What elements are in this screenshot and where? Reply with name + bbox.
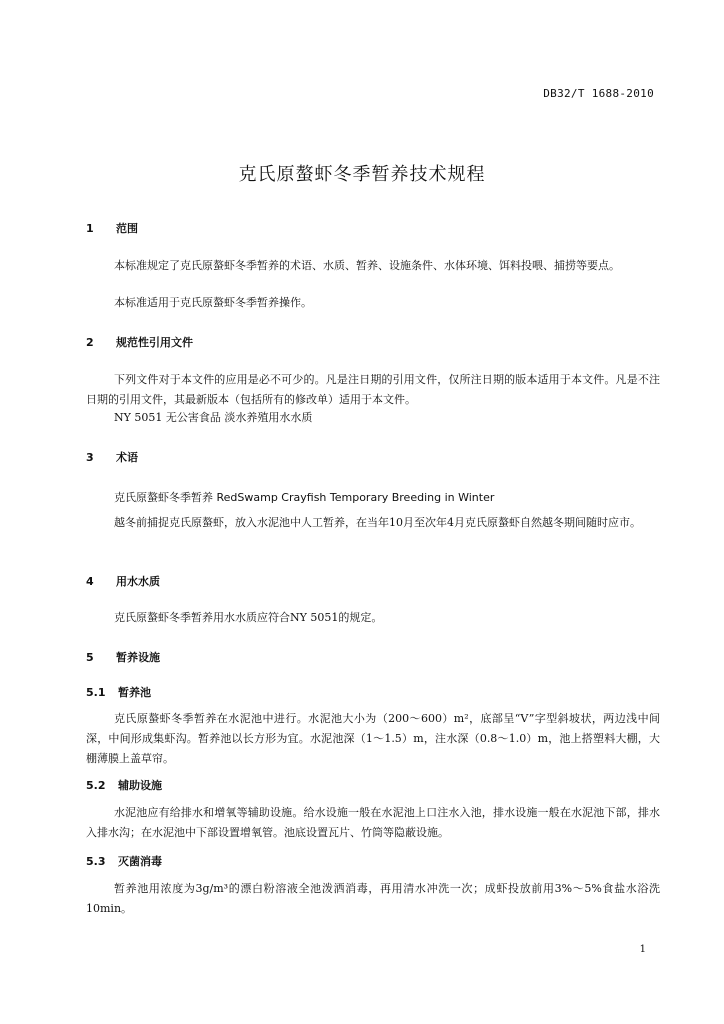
section-3-term: 克氏原螯虾冬季暂养 RedSwamp Crayfish Temporary Breeding in Winter [114, 491, 495, 504]
section-5-2-paragraph: 水泥池应有给排水和增氧等辅助设施。给水设施一般在水泥池上口注水入池，排水设施一般在水泥池下部，排水入排水沟；在水泥池中下部设置增氧管。池底设置瓦片、竹筒等隐蔽设施。 [86, 806, 660, 839]
section-5-2-number: 5.2 [86, 779, 106, 792]
section-1-title: 范围 [116, 222, 138, 235]
page-number: 1 [639, 944, 646, 955]
section-5-3-paragraph: 暂养池用浓度为3g/m³的漂白粉溶液全池泼洒消毒，再用清水冲洗一次；成虾投放前用3%～5%食盐水浴洗10min。 [86, 882, 660, 915]
section-4-title: 用水水质 [116, 575, 160, 588]
section-5-1-paragraph: 克氏原螯虾冬季暂养在水泥池中进行。水泥池大小为（200～600）m²，底部呈“V”字型斜坡状，两边浅中间深，中间形成集虾沟。暂养池以长方形为宜。水泥池深（1～1.5）m，注水深（0.8～1.0）m，池上搭塑料大棚，大棚薄膜上盖草帘。 [86, 712, 660, 765]
section-1-paragraph-2: 本标准适用于克氏原螯虾冬季暂养操作。 [114, 296, 312, 309]
section-2-title: 规范性引用文件 [116, 336, 193, 349]
section-2-number: 2 [86, 336, 94, 349]
section-2-heading [86, 334, 193, 350]
document-title: 克氏原螯虾冬季暂养技术规程 [238, 164, 486, 185]
section-5-1-heading [86, 684, 151, 700]
section-5-title: 暂养设施 [116, 651, 160, 664]
section-5-3-number: 5.3 [86, 855, 106, 868]
section-5-1-title: 暂养池 [118, 686, 151, 699]
section-1-paragraph-1: 本标准规定了克氏原螯虾冬季暂养的术语、水质、暂养、设施条件、水体环境、饵料投喂、捕捞等要点。 [114, 259, 620, 272]
section-2-paragraph-1: 下列文件对于本文件的应用是必不可少的。凡是注日期的引用文件，仅所注日期的版本适用于本文件。凡是不注日期的引用文件，其最新版本（包括所有的修改单）适用于本文件。 [86, 373, 660, 406]
section-5-3-title: 灭菌消毒 [118, 855, 162, 868]
section-1-number: 1 [86, 222, 94, 235]
section-3-heading [86, 449, 138, 465]
section-2-paragraph-2: NY 5051 无公害食品 淡水养殖用水水质 [114, 411, 313, 424]
section-4-number: 4 [86, 575, 94, 588]
section-5-1-number: 5.1 [86, 686, 106, 699]
section-3-number: 3 [86, 451, 94, 464]
section-5-2-title: 辅助设施 [118, 779, 162, 792]
section-5-heading [86, 649, 160, 665]
section-5-3-heading [86, 853, 162, 869]
section-4-heading [86, 573, 160, 589]
section-5-number: 5 [86, 651, 94, 664]
section-3-title: 术语 [116, 451, 138, 464]
section-1-heading [86, 220, 138, 236]
document-code: DB32/T 1688-2010 [543, 87, 654, 100]
section-3-definition: 越冬前捕捉克氏原螯虾，放入水泥池中人工暂养，在当年10月至次年4月克氏原螯虾自然越冬期间随时应市。 [114, 516, 641, 529]
section-5-2-heading [86, 777, 162, 793]
section-4-paragraph-1: 克氏原螯虾冬季暂养用水水质应符合NY 5051的规定。 [114, 611, 383, 624]
